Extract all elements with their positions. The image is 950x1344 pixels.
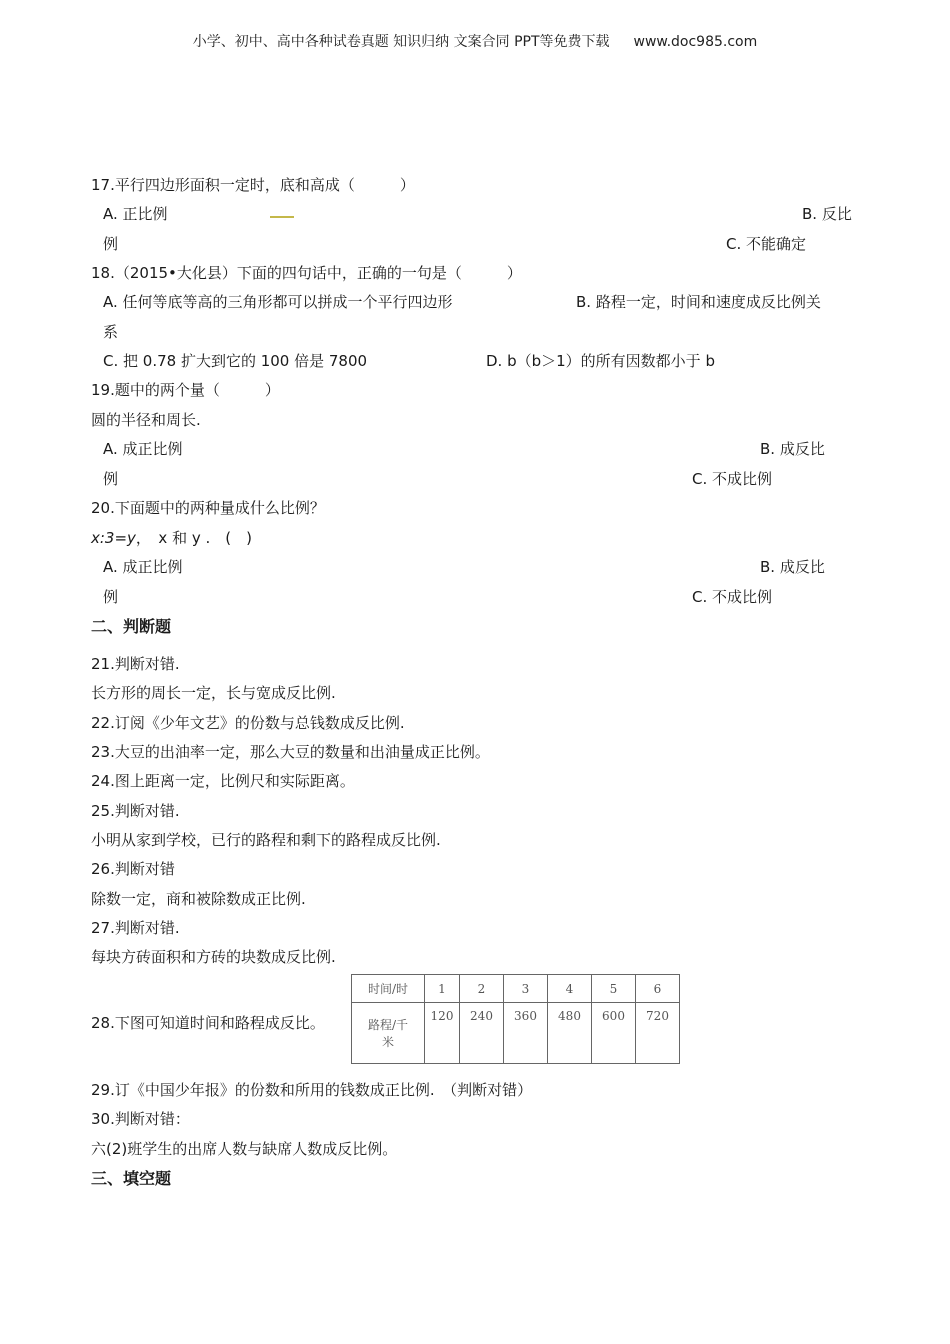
- q20-option-c: C. 不成比例: [692, 588, 773, 606]
- q18-option-c: C. 把 0.78 扩大到它的 100 倍是 7800: [103, 352, 368, 370]
- q21-line1: 21.判断对错.: [91, 655, 180, 673]
- header-url: www.doc985.com: [633, 34, 758, 50]
- table-head-distance: [352, 1003, 425, 1064]
- q27-line1: 27.判断对错.: [91, 919, 180, 937]
- q25-line2: 小明从家到学校，已行的路程和剩下的路程成反比例.: [91, 831, 441, 849]
- q20-equation: x:3=y: [91, 529, 136, 547]
- q18-option-a: A. 任何等底等高的三角形都可以拼成一个平行四边形: [103, 293, 453, 311]
- table-cell-distance: 480: [548, 1003, 592, 1064]
- table-head-time: 时间/时: [352, 975, 425, 1003]
- table-cell-distance: 240: [460, 1003, 504, 1064]
- q18-stem: 18.（2015•大化县）下面的四句话中，正确的一句是（ ）: [91, 264, 522, 282]
- highlight-mark: [270, 216, 294, 218]
- q21-line2: 长方形的周长一定，长与宽成反比例.: [91, 684, 336, 702]
- q18-option-d: D. b（b＞1）的所有因数都小于 b: [486, 352, 715, 370]
- q19-stem: 19.题中的两个量（ ）: [91, 381, 280, 399]
- table-cell-time: 4: [548, 975, 592, 1003]
- q18-option-b: B. 路程一定，时间和速度成反比例关: [576, 293, 821, 311]
- q25-line1: 25.判断对错.: [91, 802, 180, 820]
- q29: 29.订《中国少年报》的份数和所用的钱数成正比例. （判断对错）: [91, 1081, 533, 1099]
- q19-sub: 圆的半径和周长.: [91, 411, 201, 429]
- q20-option-b: B. 成反比: [760, 558, 825, 576]
- table-cell-time: 5: [592, 975, 636, 1003]
- q17-option-c: C. 不能确定: [726, 235, 807, 253]
- header-title: 小学、初中、高中各种试卷真题 知识归纳 文案合同 PPT等免费下载: [192, 34, 610, 50]
- table-cell-time: 2: [460, 975, 504, 1003]
- q28-stem: 28.下图可知道时间和路程成反比。: [91, 1014, 325, 1032]
- q17-option-a: A. 正比例: [103, 205, 168, 223]
- q20-stem: 20.下面题中的两种量成什么比例？: [91, 499, 325, 517]
- table-head-distance-b: 米: [381, 1035, 394, 1049]
- q30-line2: 六(2)班学生的出席人数与缺席人数成反比例。: [91, 1140, 398, 1158]
- q19-option-c: C. 不成比例: [692, 470, 773, 488]
- section-title-2: 二、判断题: [91, 617, 172, 636]
- table-cell-distance: 600: [592, 1003, 636, 1064]
- table-cell-distance: 120: [425, 1003, 460, 1064]
- q17-option-b: B. 反比: [802, 205, 852, 223]
- q23: 23.大豆的出油率一定，那么大豆的数量和出油量成正比例。: [91, 743, 490, 761]
- section-title-3: 三、填空题: [91, 1169, 172, 1188]
- table-cell-time: 3: [504, 975, 548, 1003]
- q20-sub: [91, 528, 252, 548]
- q26-line1: 26.判断对错: [91, 860, 175, 878]
- q20-sub-rest: ， x 和 y . ( ): [135, 529, 252, 547]
- q17-option-b-cont: 例: [103, 235, 119, 253]
- q30-line1: 30.判断对错：: [91, 1110, 190, 1128]
- q22: 22.订阅《少年文艺》的份数与总钱数成反比例.: [91, 714, 405, 732]
- q24: 24.图上距离一定，比例尺和实际距离。: [91, 772, 355, 790]
- q18-option-b-cont: 系: [103, 323, 119, 341]
- table-cell-distance: 360: [504, 1003, 548, 1064]
- table-cell-time: 1: [425, 975, 460, 1003]
- table-cell-time: 6: [636, 975, 680, 1003]
- page-header: [0, 32, 950, 52]
- table-cell-distance: 720: [636, 1003, 680, 1064]
- q27-line2: 每块方砖面积和方砖的块数成反比例.: [91, 948, 336, 966]
- q19-option-b: B. 成反比: [760, 440, 825, 458]
- q17-stem: 17.平行四边形面积一定时，底和高成（ ）: [91, 176, 415, 194]
- time-distance-table: [351, 974, 680, 1064]
- table-head-distance-a: 路程/千: [367, 1018, 409, 1032]
- q19-option-b-cont: 例: [103, 470, 119, 488]
- q19-option-a: A. 成正比例: [103, 440, 183, 458]
- q20-option-b-cont: 例: [103, 588, 119, 606]
- q20-option-a: A. 成正比例: [103, 558, 183, 576]
- q26-line2: 除数一定，商和被除数成正比例.: [91, 890, 306, 908]
